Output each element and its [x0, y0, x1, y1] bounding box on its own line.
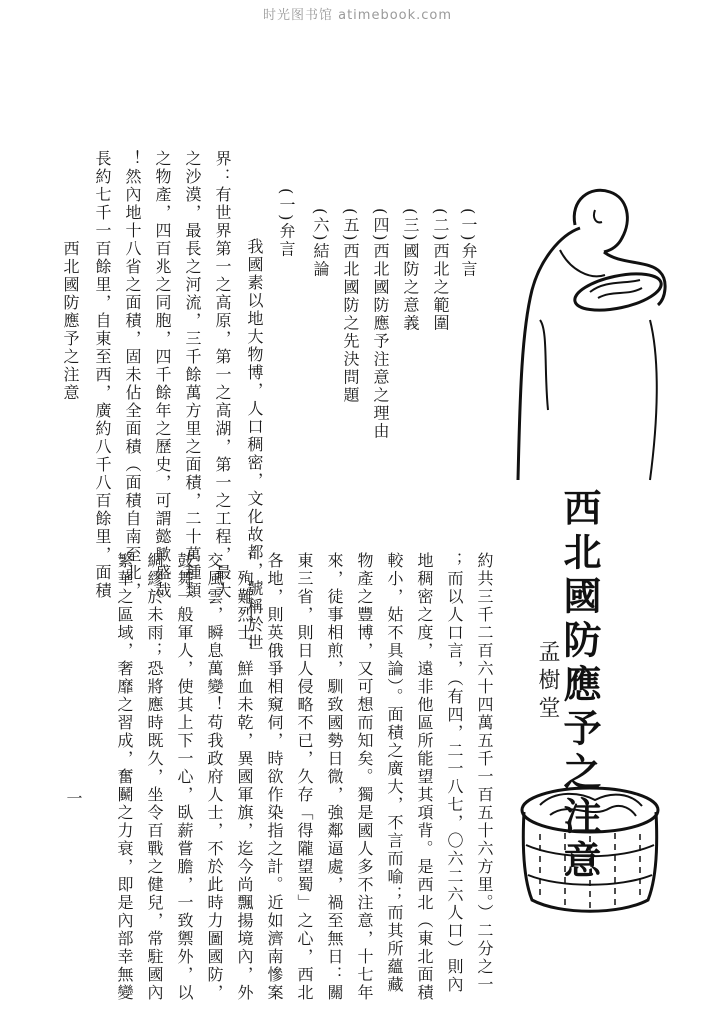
toc-item: (三)國防之意義 [401, 208, 420, 333]
body-text-column: 較小，姑不具論）。面積之廣大，不言而喻；而其所蘊藏 [385, 552, 404, 994]
body-text-column: 交風雲，瞬息萬變！苟我政府人士，不於此時力圖國防， [205, 552, 224, 1002]
body-text-column: 界：有世界第一之高原，第一之高湖，第一之工程，最大 [213, 150, 232, 600]
body-text-column: 物產之豐博，又可想而知矣。獨是國人多不注意，十七年 [355, 552, 374, 1002]
body-text-column: 之沙漠，最長之河流，三千餘萬方里之面積，二十萬種類 [183, 150, 202, 600]
toc-item: (五)西北國防之先決問題 [341, 208, 360, 405]
body-text-column: 長約七千一百餘里，自東至西，廣約八千八百餘里，面積 [93, 150, 112, 600]
toc-item: (一)弁言 [459, 208, 478, 279]
body-text-column: 繁華之區域，奢靡之習成，奮鬭之力衰，即是內部幸無變 [115, 552, 134, 1002]
body-text-column: 我國素以地大物博，人口稠密，文化故都，號稱於世 [245, 238, 264, 652]
body-text-column: 各地，則英俄爭相窺伺，時欲作染指之計。近如濟南慘案 [265, 552, 284, 1002]
body-text-column: 地稠密之度，遠非他區所能望其項背。是西北（東北面積 [415, 552, 434, 1002]
watermark: 时光图书馆 atimebook.com [262, 8, 453, 23]
body-text-column: 東三省，則日人侵略不已，久存「得隴望蜀」之心，西北 [295, 552, 314, 1002]
author-name: 孟樹堂 [535, 640, 560, 724]
section-heading: (一)弁言 [277, 188, 296, 259]
body-text-column: 之物產，四百兆之同胞，四千餘年之歷史，可謂懿歟盛哉 [153, 150, 172, 600]
body-text-column: ，殉難烈士，鮮血未乾，異國軍旗，迄今尚飄揚境內，外 [235, 552, 254, 1002]
toc-item: (六)結論 [311, 208, 330, 279]
figure-with-bowl-illustration [500, 180, 675, 500]
body-text-column: 約共三千二百六十四萬五千一百五十六方里。）二分之一 [475, 552, 494, 994]
toc-item: (二)西北之範圍 [431, 208, 450, 333]
body-text-column: 鼓舞一般軍人，使其上下一心，臥薪嘗膽，一致禦外，以 [175, 552, 194, 1002]
toc-item: (四)西北國防應予注意之理由 [371, 208, 390, 441]
body-text-column: ！然內地十八省之面積，固未佔全面積（面積自南至北， [123, 150, 142, 600]
body-text-column: 綢繆於未雨；恐將應時既久，坐令百戰之健兒，常駐國內 [145, 552, 164, 1002]
running-head: 西北國防應予之注意 [61, 240, 80, 402]
page-number: 一 [64, 790, 83, 806]
body-text-column: 來，徒事相煎，馴致國勢日微，強鄰逼處，禍至無日：關 [325, 552, 344, 1002]
article-title: 西北國防應予之注意 [557, 488, 602, 884]
body-text-column: ；而以人口言，（有四，二一八七，〇六二六人口）則內 [445, 552, 464, 994]
